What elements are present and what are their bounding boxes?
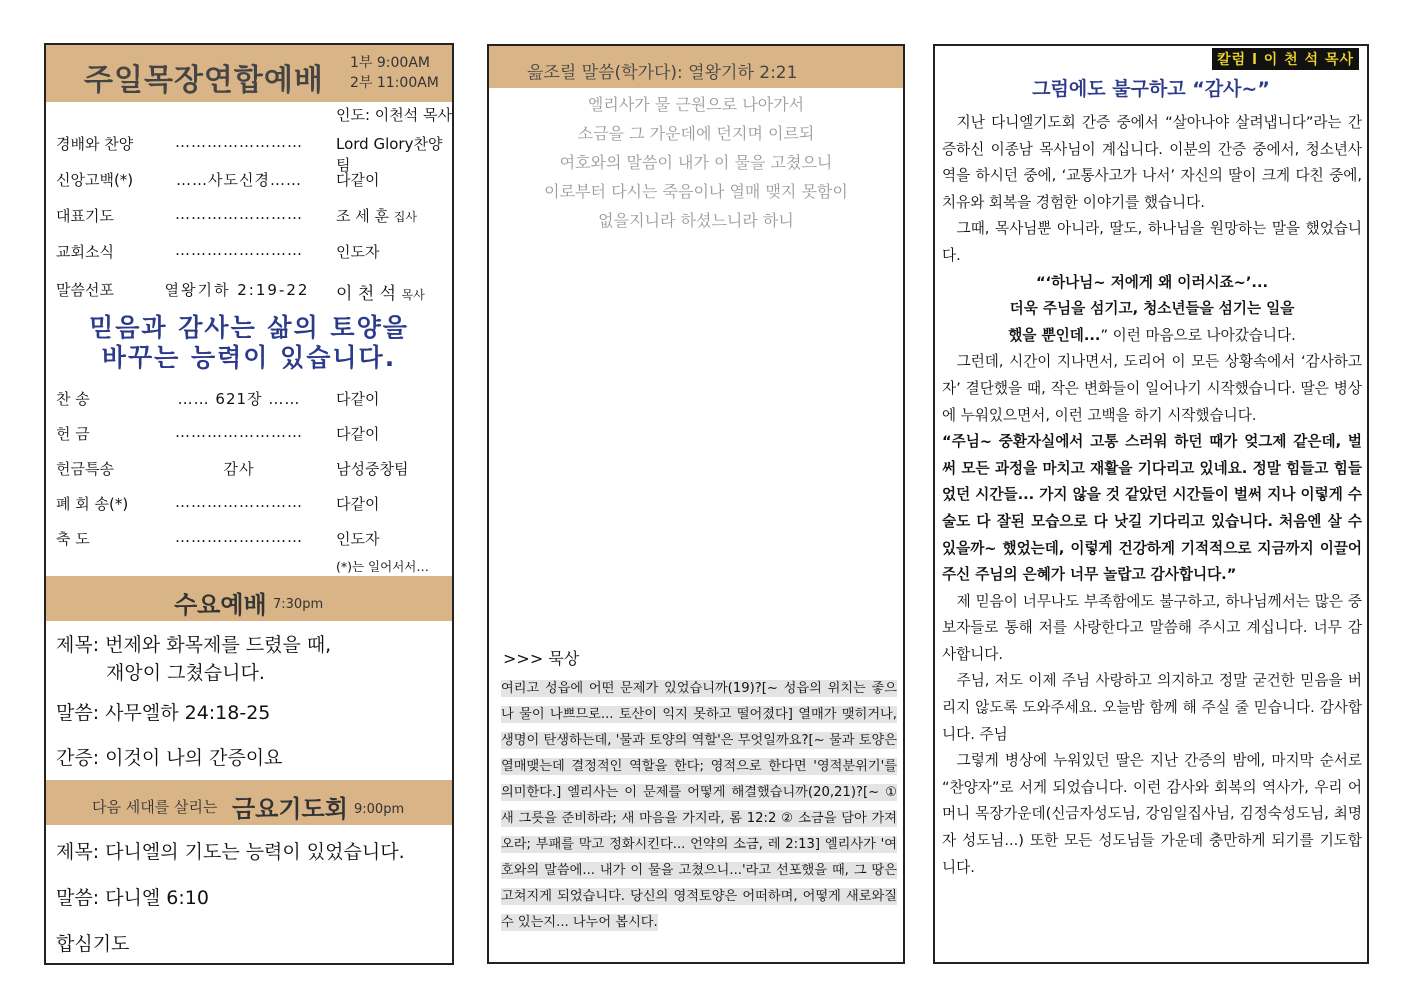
friday-title: 금요기도회 bbox=[232, 795, 348, 823]
subject-line-1: 번제와 화목제를 드렸을 때, bbox=[105, 634, 332, 656]
service-times bbox=[350, 53, 439, 93]
reading-header bbox=[489, 46, 903, 88]
wednesday-word: 말씀: 사무엘하 24:18-25 bbox=[56, 702, 271, 724]
essay-paragraph: 지난 다니엘기도회 간증 중에서 “살아나야 살려냅니다”라는 간증하신 이종남 목사님이 계십니다. 이분의 간증 중에서, 청소년사역을 하시던 중에, ‘교통사고가 나서’ 자신의 딸이 크게 다친 중에, 치유와 회복을 경험한 이야기를 했습니다. bbox=[942, 114, 1362, 211]
meditation-body: 여리고 성읍에 어떤 문제가 있었습니까(19)?[~ 성읍의 위치는 좋으나 물이 나쁘므로... 토산이 익지 못하고 떨어졌다] 열매가 맺히거나, 생명이 탄생하는데, '물과 토양의 역할'은 무엇일까요?[~ 물과 토양은 열매맺는데 결정적인 역할을 한다; 영적으로 한다면 '영적분위기'를 의미한다.] 엘리사는 이 문제를 어떻게 해결했습니까(20,21)?[~ ① 새 그릇을 준비하라; 새 마음을 가지라, 롬 12:2 ② 소금을 담아 가져오라; 부패를 막고 정화시킨다... 언약의 소금, 레 2:13] 엘리사가 '여호와의 말씀에... 내가 이 물을 고쳤으니...'라고 선포했을 때, 그 땅은 고쳐지게 되었습니다. 당신의 영적토양은 어떠하며, 어떻게 새로와질 수 있는지... 나누어 봅시다. bbox=[501, 681, 897, 930]
essay-quote: “‘하나님~ 저에게 왜 이러시죠~’... bbox=[1035, 273, 1269, 291]
order-who: 남성중창팀 bbox=[336, 460, 409, 478]
order-label: 축 도 bbox=[56, 530, 90, 548]
meditation-label: >>> 묵상 bbox=[503, 649, 580, 668]
essay-quote-bold: 했을 뿐인데... bbox=[1008, 326, 1101, 344]
order-label: 교회소식 bbox=[56, 243, 114, 261]
essay-paragraph: 그때, 목사님뿐 아니라, 딸도, 하나님을 원망하는 말을 했었습니다. bbox=[942, 220, 1362, 264]
order-label: 헌 금 bbox=[56, 425, 90, 443]
order-row bbox=[46, 458, 452, 482]
scripture-text bbox=[489, 90, 903, 235]
column-tag: 칼럼 l 이 천 석 목사 bbox=[1212, 48, 1359, 70]
order-who: 다같이 bbox=[336, 390, 380, 408]
order-mid: …………………… bbox=[175, 205, 303, 223]
scripture-line: 소금을 그 가운데에 던지며 이르되 bbox=[577, 124, 815, 143]
order-label: 폐 회 송(*) bbox=[56, 495, 129, 513]
order-label: 신앙고백(*) bbox=[56, 171, 134, 189]
order-who: 다같이 bbox=[336, 171, 380, 189]
order-row bbox=[46, 169, 452, 193]
order-row bbox=[46, 388, 452, 412]
wednesday-time: 7:30pm bbox=[273, 597, 324, 612]
friday-closing: 합심기도 bbox=[56, 933, 130, 955]
service-time-1: 1부 9:00AM bbox=[350, 55, 430, 71]
order-mid: …………………… bbox=[175, 493, 303, 511]
sunday-title: 주일목장연합예배 bbox=[84, 63, 324, 98]
column-title: 그럼에도 불구하고 “감사~” bbox=[1032, 78, 1270, 100]
essay-paragraph: 주님, 저도 이제 주님 사랑하고 의지하고 정말 굳건한 믿음을 버리지 않도록 도와주세요. 오늘밤 함께 해 주실 줄 믿습니다. 감사합니다. 주님 bbox=[942, 672, 1362, 743]
leader-label: 인도: 이천석 목사 bbox=[336, 106, 453, 124]
order-label: 말씀선포 bbox=[56, 281, 114, 299]
order-label: 대표기도 bbox=[56, 207, 114, 225]
scripture-line: 이로부터 다시는 죽음이나 열매 맺지 못함이 bbox=[544, 182, 848, 201]
friday-subject: 제목: 다니엘의 기도는 능력이 있었습니다. bbox=[56, 841, 405, 863]
order-row bbox=[46, 133, 452, 174]
scripture-panel bbox=[487, 44, 905, 964]
sermon-scripture: 열왕기하 2:19-22 bbox=[164, 281, 310, 299]
wednesday-header bbox=[46, 576, 452, 621]
sermon-title-line-1: 믿음과 감사는 삶의 토양을 bbox=[89, 313, 409, 342]
order-who-suffix: 목사 bbox=[401, 288, 425, 302]
sunday-header bbox=[46, 45, 452, 102]
service-time-2: 2부 11:00AM bbox=[350, 75, 439, 91]
scripture-line: 없을지니라 하셨느니라 하니 bbox=[598, 211, 794, 230]
order-row bbox=[46, 279, 452, 303]
subject-line-2: 재앙이 그쳤습니다. bbox=[106, 662, 265, 684]
friday-time: 9:00pm bbox=[354, 802, 405, 817]
essay-paragraph: 제 믿음이 너무나도 부족함에도 불구하고, 하나님께서는 많은 중보자들로 통해 저를 사랑한다고 말씀해 주시고 계십니다. 너무 감사합니다. bbox=[942, 592, 1362, 663]
wednesday-testimony: 간증: 이것이 나의 간증이요 bbox=[56, 747, 283, 769]
order-row bbox=[46, 528, 452, 552]
order-mid: …………………… bbox=[175, 423, 303, 441]
wednesday-subject bbox=[56, 630, 331, 657]
essay-quote: 더욱 주님을 섬기고, 청소년들을 섬기는 일을 bbox=[1009, 300, 1295, 318]
order-who bbox=[336, 279, 425, 304]
essay-quote-rest: ” 이런 마음으로 나아갔습니다. bbox=[1100, 326, 1296, 344]
column-panel bbox=[933, 44, 1369, 964]
essay-paragraph: “주님~ 중환자실에서 고통 스러워 하던 때가 엊그제 같은데, 벌써 모든 과정을 마치고 재활을 기다리고 있네요. 정말 힘들고 힘들었던 시간들... 가지 않을 것 같았던 시간들이 벌써 지나 이렇게 수술도 다 잘된 모습으로 다 낫길 기다리고 있습니다. 처음엔 살 수 있을까~ 했었는데, 이렇게 건강하게 기적적으로 지금까지 이끌어 주신 주님의 은혜가 너무 놀랍고 감사합니다.” bbox=[942, 433, 1362, 584]
order-row bbox=[46, 241, 452, 265]
order-who: 인도자 bbox=[336, 530, 380, 548]
order-who-name: 이 천 석 bbox=[336, 284, 397, 304]
order-mid: …………………… bbox=[175, 528, 303, 546]
friday-prefix: 다음 세대를 살리는 bbox=[92, 798, 218, 816]
order-who-name: 조 세 훈 bbox=[336, 207, 390, 225]
order-mid: …… 621장 …… bbox=[177, 390, 301, 408]
order-row bbox=[46, 423, 452, 447]
meditation-text bbox=[501, 676, 897, 936]
order-label: 경배와 찬양 bbox=[56, 135, 134, 153]
order-mid: 감사 bbox=[223, 460, 255, 478]
order-who-suffix: 집사 bbox=[393, 210, 417, 224]
order-row bbox=[46, 493, 452, 517]
order-who: Lord Glory찬양팀 bbox=[336, 135, 443, 174]
reading-header-text: 읊조릴 말씀(학가다): 열왕기하 2:21 bbox=[527, 63, 798, 83]
order-label: 찬 송 bbox=[56, 390, 90, 408]
order-row bbox=[46, 205, 452, 229]
column-essay bbox=[942, 110, 1362, 881]
essay-paragraph: 그런데, 시간이 지나면서, 도리어 이 모든 상황속에서 ‘감사하고자’ 결단했을 때, 작은 변화들이 일어나기 시작했습니다. 딸은 병상에 누워있으면서, 이런 고백을 하기 시작했습니다. bbox=[942, 353, 1362, 424]
wednesday-title: 수요예배 bbox=[174, 591, 267, 619]
order-mid: …………………… bbox=[175, 133, 303, 151]
order-who bbox=[336, 205, 417, 226]
subject-label: 제목: bbox=[56, 634, 100, 656]
sermon-title-line-2: 바꾸는 능력이 있습니다. bbox=[101, 343, 397, 372]
order-label: 헌금특송 bbox=[56, 460, 114, 478]
friday-header bbox=[46, 780, 452, 825]
standing-note: (*)는 일어서서… bbox=[336, 559, 429, 574]
scripture-line: 엘리사가 물 근원으로 나아가서 bbox=[587, 95, 805, 114]
worship-order-panel bbox=[44, 43, 454, 965]
order-who: 다같이 bbox=[336, 425, 380, 443]
order-mid: …………………… bbox=[175, 241, 303, 259]
essay-quote bbox=[942, 323, 1362, 350]
order-who: 인도자 bbox=[336, 243, 380, 261]
essay-paragraph: 그렇게 병상에 누워있던 딸은 지난 간증의 밤에, 마지막 순서로 “찬양자”로 서게 되었습니다. 이런 감사와 회복의 역사가, 우리 어머니 목장가운데(신금자성도님, 강임일집사님, 김정숙성도님, 최명자 성도님...) 또한 모든 성도님들 가운데 충만하게 되기를 기도합니다. bbox=[942, 752, 1362, 876]
order-who: 다같이 bbox=[336, 495, 380, 513]
order-mid: ……사도신경…… bbox=[176, 171, 302, 189]
scripture-line: 여호와의 말씀이 내가 이 물을 고쳤으니 bbox=[559, 153, 833, 172]
friday-word: 말씀: 다니엘 6:10 bbox=[56, 887, 209, 909]
